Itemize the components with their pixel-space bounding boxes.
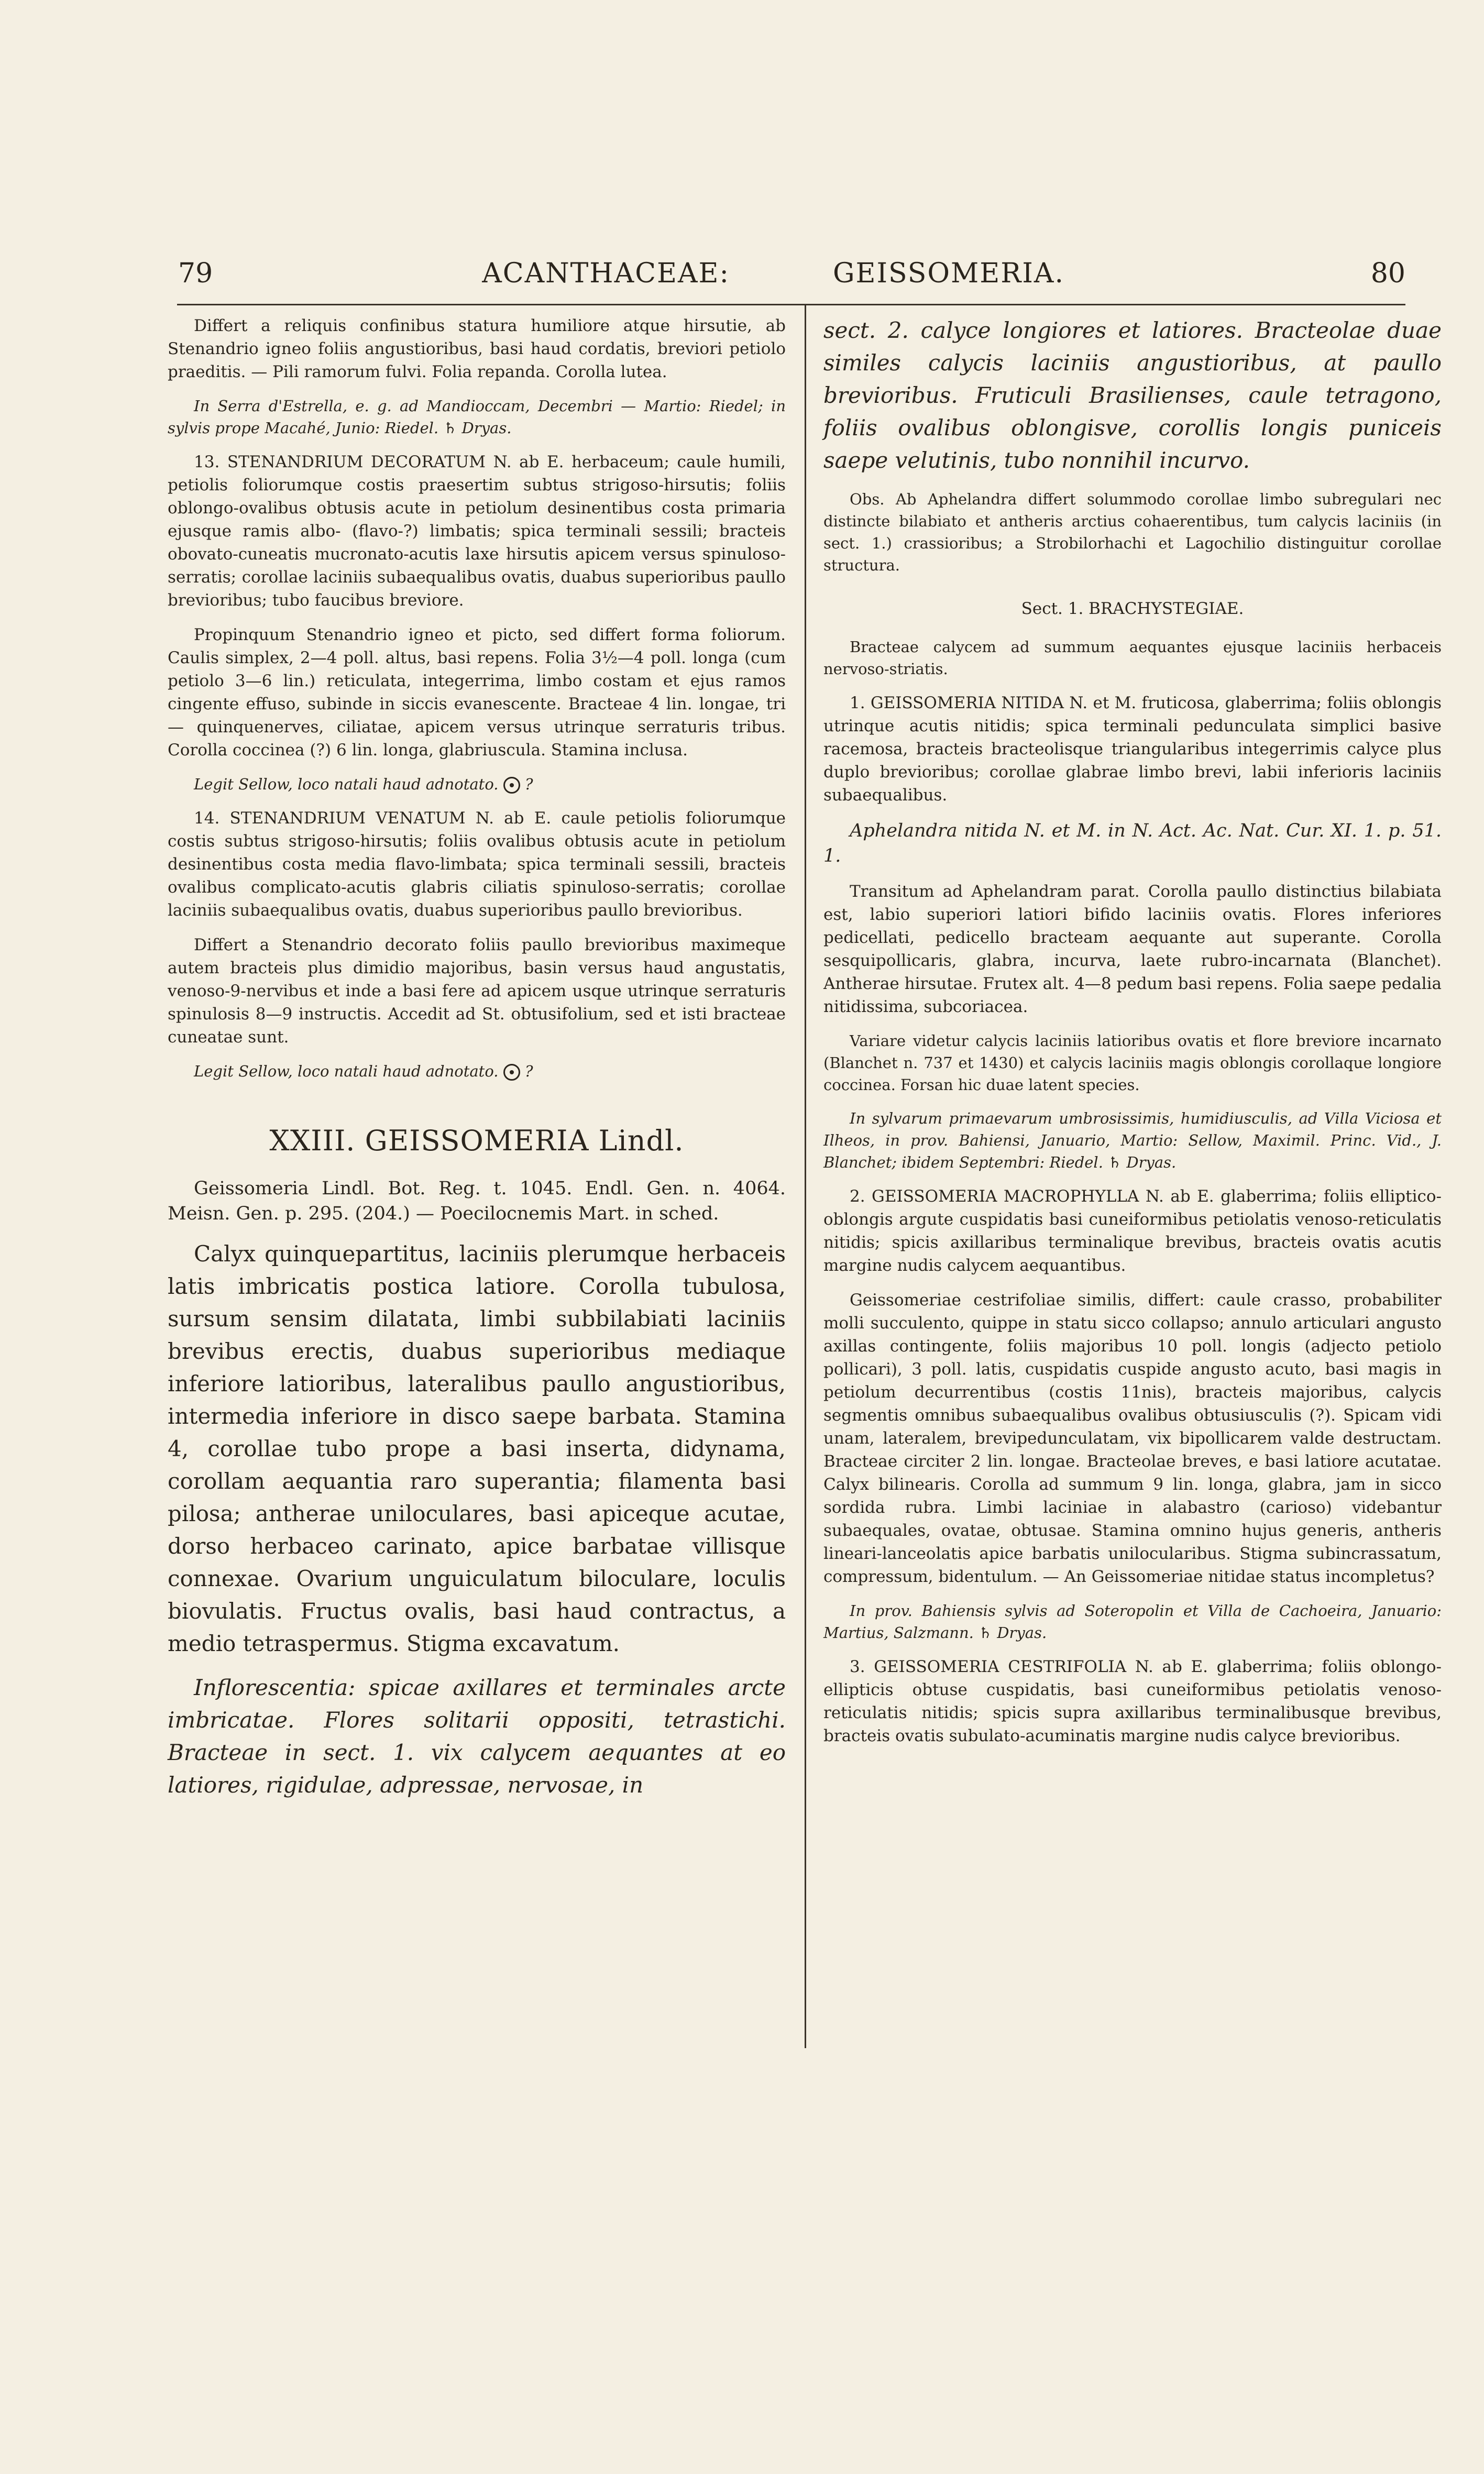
inflorescence-description: Inflorescentia: spicae axillares et terminales arcte imbricatae. Flores solitarii oppositi, tetrastichi. Bracteae in sect. 1. vix calycem aequantes at eo latiores, rigidulae, adpressae, nervosae, in bbox=[168, 1675, 786, 1798]
locality-text: Legit Sellow, loco natali haud adnotato. bbox=[194, 775, 499, 793]
species-description: 14. STENANDRIUM VENATUM N. ab E. caule petiolis foliorumque costis subtus strigoso-hirsutis; foliis ovalibus obtusis acute in petiolum desinentibus costa media flavo-limbata; spica terminali sessili, bracteis ovalibus complicato-acutis glabris ciliatis spinuloso-serratis; corollae laciniis subaequalibus ovatis, duabus superioribus paullo brevioribus. bbox=[168, 809, 786, 920]
page-number-left: 79 bbox=[178, 258, 213, 289]
locality-note: In Serra d'Estrella, e. g. ad Mandioccam, Decembri — Martio: Riedel; in sylvis prope Macahé, Junio: Riedel. ♄ Dryas. bbox=[168, 397, 786, 437]
section-description: Bracteae calycem ad summum aequantes ejusque laciniis herbaceis nervoso-striatis. bbox=[823, 638, 1442, 678]
perennial-symbol bbox=[503, 777, 520, 794]
page-number-right: 80 bbox=[1370, 258, 1405, 289]
paragraph: Variare videtur calycis laciniis latioribus ovatis et flore breviore incarnato (Blanchet n. 737 et 1430) et calycis laciniis magis oblongis corollaque longiore coccinea. Forsan hic duae latent species. bbox=[823, 1032, 1442, 1094]
query-mark: ? bbox=[524, 1062, 533, 1080]
locality-text: Legit Sellow, loco natali haud adnotato. bbox=[194, 1062, 499, 1080]
header-rule bbox=[177, 304, 1405, 305]
page-header bbox=[178, 258, 1405, 294]
paragraph: Differt a reliquis confinibus statura humiliore atque hirsutie, ab Stenandrio igneo foliis angustioribus, basi haud cordatis, breviori petiolo praeditis. — Pili ramorum fulvi. Folia repanda. Corolla lutea. bbox=[168, 316, 786, 381]
locality-note bbox=[168, 773, 786, 795]
locality-note: In prov. Bahiensis sylvis ad Soteropolin et Villa de Cachoeira, Januario: Martius, Salzmann. ♄ Dryas. bbox=[823, 1602, 1442, 1642]
synonymy: Geissomeria Lindl. Bot. Reg. t. 1045. Endl. Gen. n. 4064. Meisn. Gen. p. 295. (204.) — Poecilocnemis Mart. in sched. bbox=[168, 1178, 786, 1224]
species-description: 2. GEISSOMERIA MACROPHYLLA N. ab E. glaberrima; foliis elliptico-oblongis argute cuspidatis basi cuneiformibus petiolatis venoso-reticulatis nitidis; spicis axillaribus terminalique brevibus, bracteis ovatis acutis margine nudis calycem aequantibus. bbox=[823, 1187, 1442, 1275]
species-description: 13. STENANDRIUM DECORATUM N. ab E. herbaceum; caule humili, petiolis foliorumque costis praesertim subtus strigoso-hirsutis; foliis oblongo-ovalibus obtusis acute in petiolum desinentibus costa primaria ejusque ramis albo- (flavo-?) limbatis; spica terminali sessili; bracteis obovato-cuneatis mucronato-acutis laxe hirsutis apicem versus spinuloso-serratis; corollae laciniis subaequalibus ovatis, duabus superioribus paullo brevioribus; tubo faucibus breviore. bbox=[168, 453, 786, 610]
species-description: 3. GEISSOMERIA CESTRIFOLIA N. ab E. glaberrima; foliis oblongo-ellipticis obtuse cuspidatis, basi cuneiformibus petiolatis venoso-reticulatis nitidis; spicis supra axillaribus terminalibusque brevibus, bracteis ovatis subulato-acuminatis margine nudis calyce brevioribus. bbox=[823, 1657, 1442, 1745]
running-head-left: ACANTHACEAE: bbox=[482, 258, 730, 289]
query-mark: ? bbox=[524, 775, 533, 793]
left-column bbox=[168, 314, 786, 1813]
running-head-right: GEISSOMERIA. bbox=[833, 258, 1064, 289]
synonymy: Aphelandra nitida N. et M. in N. Act. Ac. Nat. Cur. XI. 1. p. 51. 1. bbox=[823, 820, 1442, 866]
right-column bbox=[823, 314, 1442, 1759]
observation-note: Obs. Ab Aphelandra differt solummodo corollae limbo subregulari nec distincte bilabiato et antheris arctius cohaerentibus, tum calycis laciniis (in sect. 1.) crassioribus; a Strobilorhachi et Lagochilio distinguitur corollae structura. bbox=[823, 490, 1442, 574]
paragraph: Propinquum Stenandrio igneo et picto, sed differt forma foliorum. Caulis simplex, 2—4 poll. altus, basi repens. Folia 3½—4 poll. longa (cum petiolo 3—6 lin.) reticulata, integerrima, limbo costam et ejus ramos cingente effuso, subinde in siccis evanescente. Bracteae 4 lin. longae, tri — quinquenerves, ciliatae, apicem versus utrinque serraturis tribus. Corolla coccinea (?) 6 lin. longa, glabriuscula. Stamina inclusa. bbox=[168, 625, 786, 760]
paragraph: Geissomeriae cestrifoliae similis, differt: caule crasso, probabiliter molli succulento, quippe in statu sicco collapso; annulo articulari angusto axillas contingente, foliis majoribus 10 poll. longis (adjecto petiolo pollicari), 3 poll. latis, cuspidatis cuspide angusto acuto, basi magis in petiolum decurrentibus (costis 11nis), bracteis majoribus, calycis segmentis omnibus subaequalibus ovalibus obtusiusculis (?). Spicam vidi unam, lateralem, brevipedunculatam, vix bipollicarem valde destructam. Bracteae circiter 2 lin. longae. Bracteolae breves, e basi latiore acutatae. Calyx bilinearis. Corolla ad summum 9 lin. longa, glabra, jam in sicco sordida rubra. Limbi laciniae in alabastro (carioso) videbantur subaequales, ovatae, obtusae. Stamina omnino hujus generis, antheris lineari-lanceolatis apice barbatis unilocularibus. Stigma subincrassatum, compressum, bidentulum. — An Geissomeriae nitidae status incompletus? bbox=[823, 1291, 1442, 1586]
paragraph: Transitum ad Aphelandram parat. Corolla paullo distinctius bilabiata est, labio superiori latiori bifido laciniis ovatis. Flores inferiores pedicellati, pedicello bracteam aequante aut superante. Corolla sesquipollicaris, glabra, incurva, laete rubro-incarnata (Blanchet). Antherae hirsutae. Frutex alt. 4—8 pedum basi repens. Folia saepe pedalia nitidissima, subcoriacea. bbox=[823, 882, 1442, 1016]
locality-note bbox=[168, 1060, 786, 1082]
column-rule bbox=[805, 304, 806, 2048]
genus-description: Calyx quinquepartitus, laciniis plerumque herbaceis latis imbricatis postica latiore. Corolla tubulosa, sursum sensim dilatata, limbi subbilabiati laciniis brevibus erectis, duabus superioribus mediaque inferiore latioribus, lateralibus paullo angustioribus, intermedia inferiore in disco saepe barbata. Stamina 4, corollae tubo prope a basi inserta, didynama, corollam aequantia raro superantia; filamenta basi pilosa; antherae uniloculares, basi apiceque acutae, dorso herbaceo carinato, apice barbatae villisque connexae. Ovarium unguiculatum biloculare, loculis biovulatis. Fructus ovalis, basi haud contractus, a medio tetraspermus. Stigma excavatum. bbox=[168, 1241, 786, 1656]
section-heading: Sect. 1. BRACHYSTEGIAE. bbox=[1021, 599, 1244, 618]
locality-note: In sylvarum primaevarum umbrosissimis, humidiusculis, ad Villa Viciosa et Ilheos, in prov. Bahiensi, Januario, Martio: Sellow, Maximil. Princ. Vid., J. Blanchet; ibidem Septembri: Riedel. ♄ Dryas. bbox=[823, 1109, 1442, 1171]
genus-description-continued: sect. 2. calyce longiores et latiores. Bracteolae duae similes calycis laciniis angustioribus, at paullo brevioribus. Fruticuli Brasilienses, caule tetragono, foliis ovalibus oblongisve, corollis longis puniceis saepe velutinis, tubo nonnihil incurvo. bbox=[823, 317, 1442, 473]
perennial-symbol bbox=[503, 1064, 520, 1081]
paragraph: Differt a Stenandrio decorato foliis paullo brevioribus maximeque autem bracteis plus dimidio majoribus, basin versus haud angustatis, venoso-9-nervibus et inde a basi fere ad apicem usque utrinque serraturis spinulosis 8—9 instructis. Accedit ad St. obtusifolium, sed et isti bracteae cuneatae sunt. bbox=[168, 936, 786, 1047]
genus-title: XXIII. GEISSOMERIA Lindl. bbox=[269, 1124, 684, 1157]
species-description: 1. GEISSOMERIA NITIDA N. et M. fruticosa, glaberrima; foliis oblongis utrinque acutis nitidis; spica terminali pedunculata simplici basive racemosa, bracteis bracteolisque triangularibus integerrimis calyce plus duplo brevioribus; corollae glabrae limbo brevi, labii inferioris laciniis subaequalibus. bbox=[823, 694, 1442, 805]
